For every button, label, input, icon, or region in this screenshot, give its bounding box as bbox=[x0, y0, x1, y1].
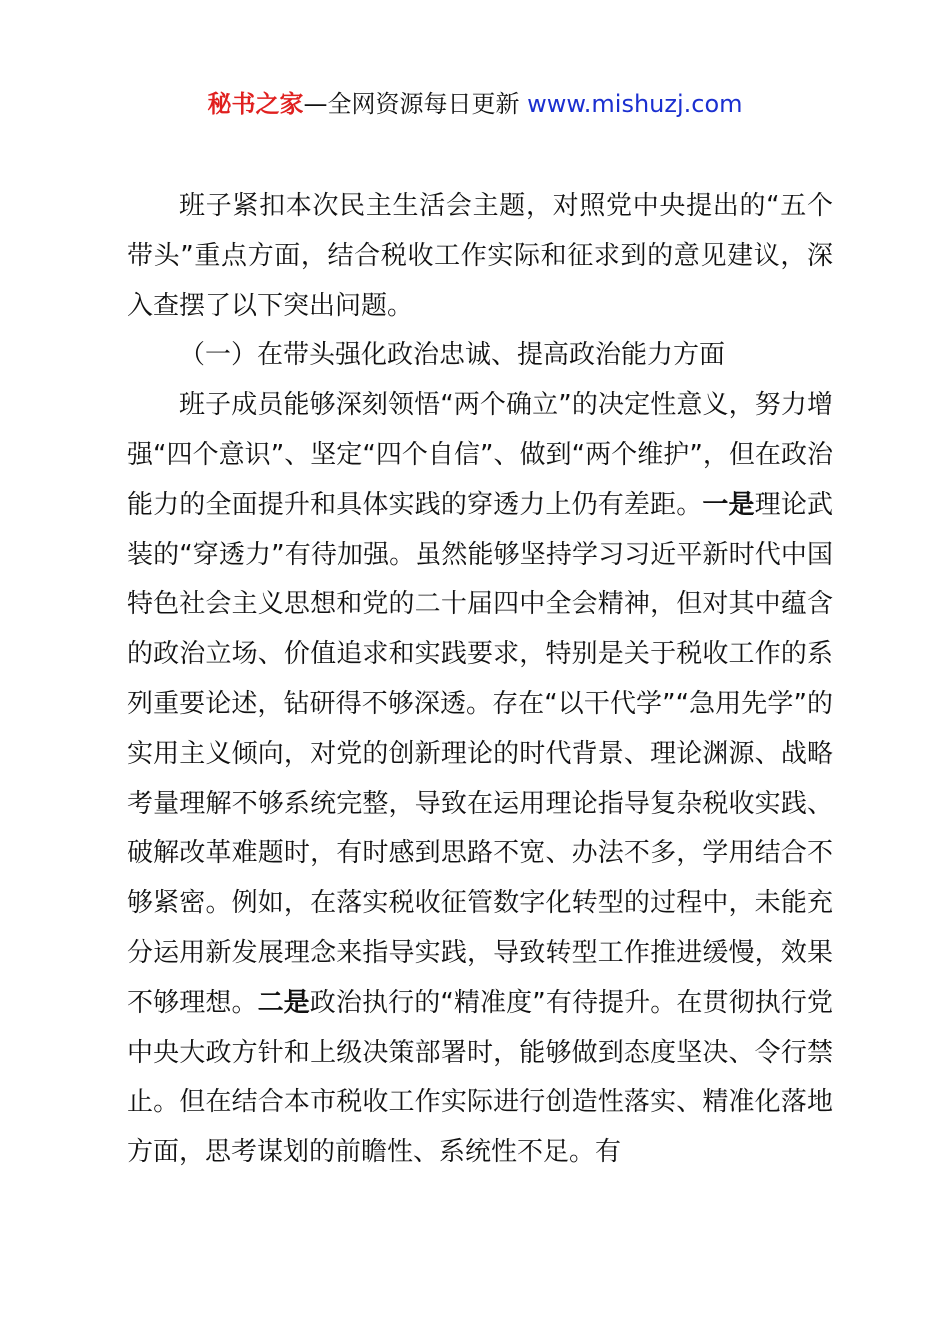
brand-name: 秘书之家 bbox=[207, 90, 304, 118]
header-tagline: —全网资源每日更新 bbox=[303, 90, 528, 118]
intro-paragraph: 班子紧扣本次民主生活会主题，对照党中央提出的“五个带头”重点方面，结合税收工作实际和征求到的意见建议，深入查摆了以下突出问题。 bbox=[127, 191, 833, 321]
section-heading: （一）在带头强化政治忠诚、提高政治能力方面 bbox=[179, 340, 726, 371]
point-1-marker: 一是 bbox=[702, 489, 755, 520]
site-header bbox=[0, 86, 950, 122]
document-body bbox=[127, 182, 833, 1178]
point-2-text: 政治执行的“精准度”有待提升。在贯彻执行党中央大政方针和上级决策部署时，能够做到态度坚决、令行禁止。但在结合本市税收工作实际进行创造性落实、精准化落地方面，思考谋划的前瞻性、系统性不足。有 bbox=[127, 987, 833, 1168]
paragraph-lead-text: 班子成员能够深刻领悟“两个确立”的决定性意义，努力增强“四个意识”、坚定“四个自信”、做到“两个维护”，但在政治能力的全面提升和具体实践的穿透力上仍有差距。 bbox=[127, 390, 833, 520]
body-paragraph bbox=[127, 381, 833, 1178]
point-1-text: 理论武装的“穿透力”有待加强。虽然能够坚持学习习近平新时代中国特色社会主义思想和党的二十届四中全会精神，但对其中蕴含的政治立场、价值追求和实践要求，特别是关于税收工作的系列重要论述，钻研得不够深透。存在“以干代学”“急用先学”的实用主义倾向，对党的创新理论的时代背景、理论渊源、战略考量理解不够系统完整，导致在运用理论指导复杂税收实践、破解改革难题时，有时感到思路不宽、办法不多，学用结合不够紧密。例如，在落实税收征管数字化转型的过程中，未能充分运用新发展理念来指导实践，导致转型工作推进缓慢，效果不够理想。 bbox=[127, 489, 833, 1018]
site-url-link[interactable]: www.mishuzj.com bbox=[527, 90, 743, 118]
point-2-marker: 二是 bbox=[257, 987, 310, 1018]
